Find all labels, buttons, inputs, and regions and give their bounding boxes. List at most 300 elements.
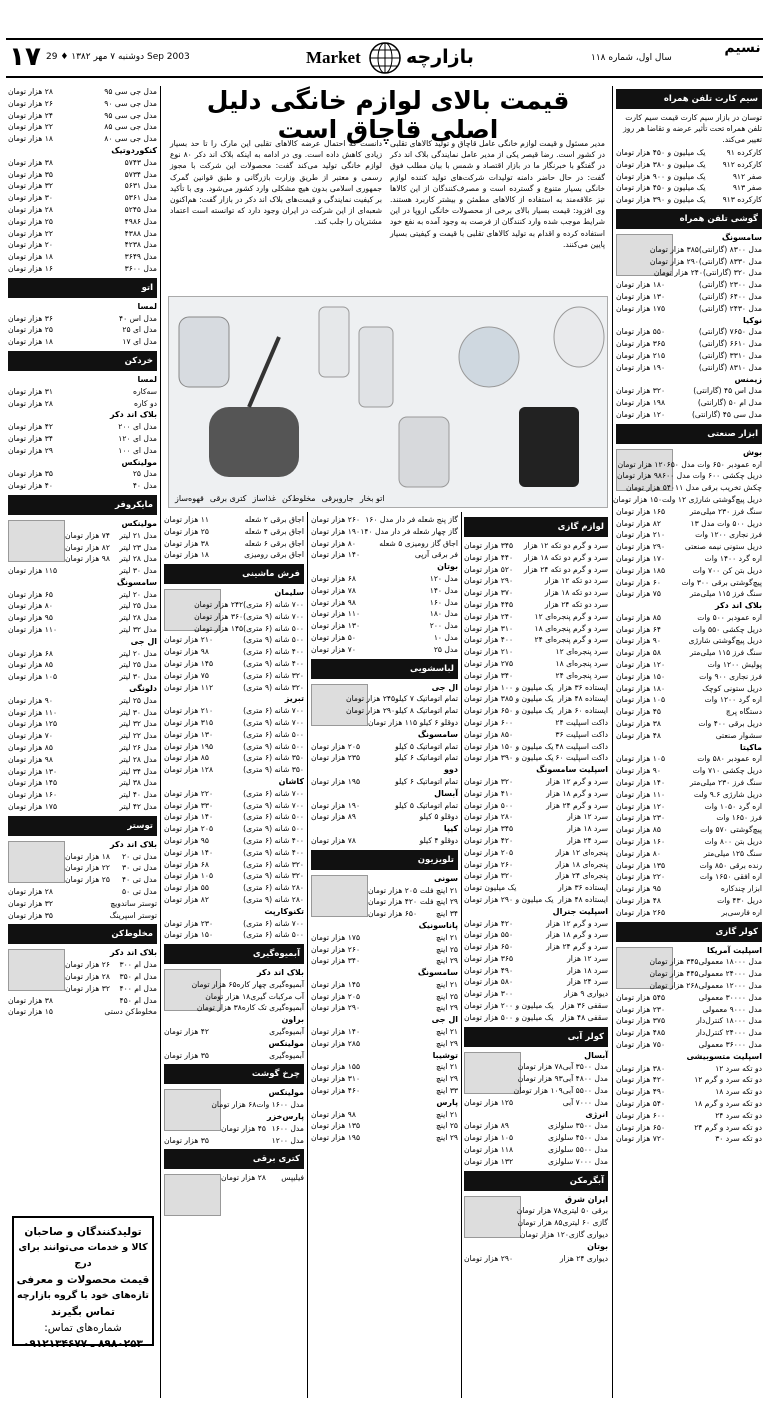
item-name: مدل ۳۰۰۰۰ معمولی [698, 992, 762, 1002]
item-name: مدل ۱۸۰۰۰ معمولی [698, 957, 762, 967]
product-image [8, 520, 65, 562]
item-name: دستگاه پرچ [725, 707, 762, 717]
price-row [464, 752, 608, 764]
item-price: ۳۱ هزار تومان [8, 386, 53, 396]
item-name: آبمیوه‌گیری [269, 1027, 304, 1037]
price-row [164, 906, 304, 918]
item-price: ۱۴۰ هزار تومان [311, 550, 361, 560]
price-row [464, 552, 608, 564]
price-row [617, 470, 762, 482]
price-row [616, 409, 762, 421]
item-price: ۳۴۵ هزار تومان [649, 957, 699, 967]
item-name: ۲۹ اینچ فلت [419, 897, 458, 907]
item-name: تمام اتوماتیک ۵ کیلو [395, 741, 458, 751]
section-header [164, 944, 304, 964]
item-name: دو تکه سرد و گرم ۲۴ [694, 1122, 762, 1132]
item-price: ۴۴۰ هزار تومان [464, 552, 514, 562]
item-name: سرد و گرم ۲۴ هزار [546, 942, 608, 952]
article-body-right: مدیر مسئول و قیمت لوازم خانگی عامل قاچاق و تولید کالاهای تقلبی در کشور است. رضا قیصر یکی از مدیر عامل نمایندگی بلاک اند دکر در گفتگو با خبرنگار ما در بازار اقتصاد و شمس با بیان مطلب فوق گفت: در حال حاضر دامنه تولیدات شرکت‌های تولید کننده لوازم خانگی بسیار متنوع و گسترده است و مصرف‌کنندگان از این کالاها نیز علاقه‌مند به استفاده از کالاهای مطمئن و بیشتر کاربرد هستند. وی افزود: قیمت بسیار بالای برخی از محصولات خانگی اروپا در این شرایط موجب شده وارد کنندگان از فرصت به وجود آمده به نفع خود استفاده کرده و اقدام به تولید کالاهای تقلبی با قیمت و کیفیتی بسیار پایین می‌کنند. [390, 139, 605, 249]
price-row [311, 741, 458, 753]
item-name: سرد و گرم ۱۸ هزار [546, 930, 608, 940]
price-row [616, 518, 762, 530]
item-price: ۲۶۰ هزار تومان [311, 944, 361, 954]
item-name: مدل ۲۴۰۰۰ معمولی [698, 969, 762, 979]
item-name: داکت اسپلیت ۲۴ [555, 717, 608, 727]
price-row [616, 694, 762, 706]
item-price: ۲۹۰ هزار تومان [464, 576, 514, 586]
item-price: ۲۸ هزار تومان [221, 1173, 266, 1183]
item-price: ۳۴۵ هزار تومان [464, 824, 514, 834]
item-name: مدل جی سی ۹۰ [104, 98, 157, 108]
price-row [616, 742, 762, 754]
item-price: ۲۷۵ هزار تومان [464, 658, 514, 668]
article-body-left: دانست که احتمال عرضه کالاهای تقلبی این مارک را تا حد بسیار زیادی کاهش داده است. وی در ادامه به اینکه بلاک اند دکر ۸۰ نوع لوازم خانگی تولید می‌کند گفت: محصولات این شرکت با مجوز رسمی و معتبر از طریق وزارت بازرگانی و طبق قوانین گمرک جمهوری اسلامی بدون هیچ مشکلی وارد کشور می‌شود. وی با تأکید بر کیفیت نمایندگی و قیمت‌های بلاک اند دکر در بازار گفت: هم‌اکنون شعبه‌ای از این شرکت در ایران وجود دارد که توانسته است اعتماد مشتریان را جلب کند. [170, 139, 382, 227]
price-row [8, 995, 157, 1007]
price-row [164, 1014, 304, 1026]
item-name: تمام اتوماتیک ۷ کیلو [395, 694, 458, 704]
price-row [194, 611, 304, 623]
item-name: ۲۹ اینچ [435, 1038, 458, 1048]
item-name: مدل ۵۷۳۴ [124, 169, 157, 179]
item-name: مدل تی ۴۰ [121, 875, 157, 885]
price-row [464, 882, 608, 894]
price-row [211, 1099, 304, 1111]
item-price: ۲۳۰ هزار تومان [616, 813, 666, 823]
item-name: سنگ فرز ۲۳۰ میلی‌متر [689, 778, 762, 788]
price-row [616, 753, 762, 765]
ad-phone: ۸۹۸۰۲۵۳ ـ ۰۹۱۲۱۳۴۶۷۷ [23, 1338, 143, 1350]
item-price: ۲۹۰ هزار تومان [346, 706, 396, 716]
item-name: مدل تی ۵۰ [121, 887, 157, 897]
item-name: مدل ۵۶۳۱ [124, 181, 157, 191]
item-name: فیلیپس [281, 1173, 304, 1183]
item-name: اره گرد ۱۲۰۰ وات [704, 695, 762, 705]
price-row [616, 836, 762, 848]
item-name: پولیش ۱۲۰۰ وات [707, 660, 762, 670]
item-name: ۳۲۰ شانه (۶ متری) [243, 859, 304, 869]
item-name: ۷۰۰ شانه (۶ متری) [243, 599, 304, 609]
item-name: سرد و گرم دو تکه ۲۴ هزار [523, 564, 608, 574]
item-name: سرد و گرم ۱۸ هزار [546, 788, 608, 798]
item-name: ال جی [130, 636, 157, 646]
item-price: ۱۸۵ هزار تومان [616, 565, 666, 575]
price-row [8, 577, 157, 589]
item-name: ۵۰۰ شانه (۹ متری) [243, 635, 304, 645]
price-row [368, 682, 458, 694]
price-row [616, 848, 762, 860]
item-name: براون [281, 1015, 304, 1025]
item-name: ۴۰۰ شانه (۶ متری) [243, 647, 304, 657]
price-row [8, 251, 157, 263]
ad-line: تازه‌های خود با گروه بازارچه [17, 1290, 149, 1301]
price-row [8, 409, 157, 421]
item-price: ۱۰۵ هزار تومان [464, 1133, 514, 1143]
price-row [464, 800, 608, 812]
price-row [464, 611, 608, 623]
item-name: سقفی ۴۸ هزار [560, 1012, 608, 1022]
price-row [164, 894, 304, 906]
item-price: ۱۲۰ هزار تومان [519, 1230, 569, 1240]
item-name: فرز ۱۶۵۰ وات [716, 813, 762, 823]
price-row [616, 647, 762, 659]
item-price: ۴۵ هزار تومان [221, 1123, 266, 1133]
item-price: ۲۰۵ هزار تومان [311, 991, 361, 1001]
price-row [616, 659, 762, 671]
item-name: سنگ فرز ۱۱۵ میلی‌متر [689, 648, 762, 658]
item-price: ۱۸ هزار تومان [8, 337, 53, 347]
item-name: مدل ۲۵ لیتر [119, 660, 157, 670]
item-price: ۵۵۰ هزار تومان [616, 327, 666, 337]
price-row [617, 459, 762, 471]
price-row [616, 612, 762, 624]
price-row [311, 835, 458, 847]
price-row [8, 133, 157, 145]
item-price: ۲۲۰ هزار تومان [616, 872, 666, 882]
item-name: فرز نجاری ۹۰۰ وات [699, 671, 762, 681]
item-name: ۲۱ اینچ فلت [419, 885, 458, 895]
column-divider [160, 86, 161, 1398]
item-price: ۱۶۵ هزار تومان [616, 506, 666, 516]
item-name: سرد دو تکه ۲۴ هزار [544, 599, 608, 609]
item-name: ۲۵ اینچ [435, 944, 458, 954]
price-row [311, 1002, 458, 1014]
item-price: ۲۸۰ هزار تومان [464, 812, 514, 822]
item-name: مدل ۲۶ لیتر [119, 743, 157, 753]
item-name: ایستاده ۴۸ هزار [558, 894, 608, 904]
item-name: مدل ۱۶۰۰ [271, 1123, 304, 1133]
price-row [616, 194, 762, 206]
price-row [673, 447, 762, 459]
item-price: ۵۵۰ هزار تومان [464, 930, 514, 940]
item-name: اره عمودبر ۵۸۰ وات [697, 754, 762, 764]
item-name: مدل ۲۱ لیتر [119, 530, 157, 540]
item-price: ۲۳۵ هزار تومان [311, 753, 361, 763]
price-row [8, 110, 157, 122]
item-name: دریل بتن کن ۷۰۰ وات [692, 565, 762, 575]
price-row [8, 98, 157, 110]
price-row [164, 870, 304, 882]
item-name: مدل ۴۳۸۸ [124, 228, 157, 238]
issue-date: دوشنبه ۷ مهر ۱۳۸۲ ♦ 29 Sep 2003 [46, 52, 190, 62]
item-price: ۶۰۰ هزار تومان [616, 1110, 666, 1120]
price-row [464, 658, 608, 670]
price-row [311, 526, 458, 538]
price-row [164, 1038, 304, 1050]
item-price: ۴۵ هزار تومان [616, 707, 661, 717]
price-row [311, 764, 458, 776]
price-row [8, 707, 157, 719]
price-row [8, 157, 157, 169]
item-price: ۱۰۹ هزار تومان [513, 1086, 563, 1096]
item-price: ۷۰ هزار تومان [8, 731, 53, 741]
item-name: مدل ۶۶۱۰ (گارانتی) [698, 339, 762, 349]
item-price: یک میلیون و ۶۵۰ هزار تومان [464, 706, 554, 716]
price-row [616, 385, 762, 397]
price-row [616, 553, 762, 565]
item-name: سرد ۱۸ هزار [567, 824, 608, 834]
item-name: مدل ام ۴۵۰ [119, 995, 157, 1005]
item-price: ۲۵ هزار تومان [164, 526, 209, 536]
item-price: ۳۷۵ هزار تومان [616, 1016, 666, 1026]
price-row [8, 789, 157, 801]
price-row [464, 1109, 608, 1121]
item-name: اره عمودبر ۵۰۰ وات [697, 612, 762, 622]
item-name: ۲۹ اینچ [435, 1003, 458, 1013]
price-row [464, 1120, 608, 1132]
item-name: مدل ۱۰ [433, 632, 458, 642]
item-price: ۲۲ هزار تومان [65, 863, 110, 873]
price-row [311, 561, 458, 573]
price-row [164, 705, 304, 717]
price-row [464, 929, 608, 941]
item-name: ال جی [431, 682, 458, 692]
item-price: ۸۵ هزار تومان [517, 1218, 563, 1228]
price-row [346, 705, 458, 717]
price-row [464, 646, 608, 658]
price-row [521, 1194, 608, 1206]
section-title: خردکن [124, 355, 153, 366]
price-row [616, 291, 762, 303]
item-price: ۶۵ هزار تومان [191, 979, 237, 989]
column-5 [8, 86, 157, 1212]
item-price: ۸۵ هزار تومان [8, 660, 53, 670]
item-price: ۱۳۰ هزار تومان [8, 766, 58, 776]
item-name: سشوار صنعتی [715, 730, 762, 740]
item-price: ۱۴۵ هزار تومان [8, 778, 58, 788]
item-name: دریل بتن ۸۰۰ وات [704, 837, 762, 847]
item-price: ۱۳۰ هزار تومان [311, 621, 361, 631]
item-price: ۱۹۰ هزار تومان [311, 800, 361, 810]
item-name: مدل ۲۴۰۰۰ کنترل‌دار [696, 1028, 762, 1038]
price-row [164, 1135, 304, 1147]
item-price: یک میلیون و ۱۵۰ هزار تومان [464, 741, 554, 751]
price-row [311, 573, 458, 585]
item-price: ۲۲ هزار تومان [8, 228, 53, 238]
item-price: ۱۳۰ هزار تومان [164, 729, 214, 739]
price-row [164, 918, 304, 930]
item-name: دریل ۴۳۰ وات [717, 896, 762, 906]
item-price: ۱۶۰ هزار تومان [8, 790, 58, 800]
price-row [464, 705, 608, 717]
item-name: سرد ۲۴ هزار [567, 977, 608, 987]
item-price: ۱۹۵ هزار تومان [164, 741, 214, 751]
item-price: ۶۵ هزار تومان [8, 589, 53, 599]
item-name: مدل ای ۱۲۰ [118, 433, 157, 443]
item-name: ۵۰۰ شانه (۹ متری) [243, 741, 304, 751]
item-price: ۳۸ هزار تومان [8, 995, 53, 1005]
price-row [464, 717, 608, 729]
item-name: مدل ای ۲۵ [122, 325, 157, 335]
item-name: کارکرده ۹۱۳ [722, 195, 762, 205]
item-name: مدل ۵۷۴۳ [124, 157, 157, 167]
item-price: ۱۱۰ هزار تومان [311, 609, 361, 619]
price-row [311, 632, 458, 644]
item-name: اره افقی ۱۶۵۰ وات [699, 872, 762, 882]
price-row [311, 955, 458, 967]
item-name: ۲۱ اینچ [435, 1027, 458, 1037]
item-name: مدل ۳۴ لیتر [119, 766, 157, 776]
item-price: ۳۵ هزار تومان [8, 469, 53, 479]
item-price: ۴۲ هزار تومان [8, 422, 53, 432]
item-price: ۸۲ هزار تومان [65, 542, 110, 552]
price-row [311, 979, 458, 991]
item-price: ۳۵ هزار تومان [164, 1135, 209, 1145]
price-row [8, 589, 157, 601]
item-name: کاشان [278, 776, 304, 786]
price-row [311, 1109, 458, 1121]
price-row [164, 823, 304, 835]
item-price: ۹۸ هزار تومان [8, 754, 53, 764]
price-row [65, 983, 157, 995]
item-name: ایستاده ۶۰ هزار [558, 706, 608, 716]
item-name: مدل ۲۸ لیتر [119, 754, 157, 764]
item-name: بوتان [437, 562, 458, 572]
column-1 [612, 86, 762, 1398]
item-price: ۱۴۵ هزار تومان [311, 979, 361, 989]
page-header [6, 38, 763, 78]
price-row [616, 730, 762, 742]
item-name: سرد ۱۲ هزار [567, 953, 608, 963]
price-row [8, 192, 157, 204]
price-row [8, 898, 157, 910]
price-row [464, 540, 608, 552]
item-price: یک میلیون و ۳۸۵ هزار تومان [464, 694, 554, 704]
price-row [464, 575, 608, 587]
item-price: ۵۴۵ هزار تومان [616, 992, 666, 1002]
item-price: یک میلیون و ۵۰۰ هزار تومان [464, 1012, 554, 1022]
price-row [311, 920, 458, 932]
item-price: ۳۶۵ هزار تومان [616, 339, 666, 349]
price-row [164, 682, 304, 694]
item-name: پیچ‌گوشتی ۵۷۰ وات [700, 825, 762, 835]
price-row [8, 480, 157, 492]
item-name: ال جی [431, 1015, 458, 1025]
item-name: پیچ‌گوشتی برقی ۳۰۰ وات [681, 577, 762, 587]
item-name: مولینکس [121, 457, 157, 467]
price-row [649, 956, 762, 968]
price-row [616, 1015, 762, 1027]
item-name: دریل ستونی نیمه صنعتی [684, 542, 762, 552]
item-price: ۱۵۰ هزار تومان [612, 494, 663, 504]
price-row [616, 506, 762, 518]
item-name: سرد ۱۲ هزار [567, 812, 608, 822]
price-row [464, 623, 608, 635]
item-price: ۹۸ هزار تومان [311, 1109, 356, 1119]
price-row [194, 623, 304, 635]
item-price: ۶۵۰ هزار تومان [616, 1122, 666, 1132]
item-price: ۴۱۰ هزار تومان [464, 788, 514, 798]
price-row [164, 549, 304, 561]
price-row [464, 811, 608, 823]
section-title: کتری برقی [252, 1154, 300, 1165]
item-price: ۸۵ هزار تومان [164, 753, 209, 763]
item-price: ۷۸ هزار تومان [311, 585, 356, 595]
item-price: یک میلیون و ۱۰۰ هزار تومان [464, 682, 554, 692]
item-price: ۲۸ هزار تومان [8, 887, 53, 897]
photo-item-label: اتو بخار [359, 494, 385, 503]
item-name: ۷۰۰ شانه (۹ متری) [243, 611, 304, 621]
item-name: مدل ۳۶۰۰ [124, 263, 157, 273]
item-name: بلاک اند دکر [715, 601, 762, 611]
price-row [311, 1132, 458, 1144]
section-header [616, 89, 762, 109]
price-row [616, 1110, 762, 1122]
section-header [616, 424, 762, 444]
item-price: ۹۳ هزار تومان [517, 1074, 563, 1084]
item-price: ۱۰۵ هزار تومان [164, 871, 214, 881]
item-price: ۴۸۵ هزار تومان [616, 1028, 666, 1038]
item-name: ۲۸۰ شانه (۹ متری) [243, 894, 304, 904]
price-row [8, 648, 157, 660]
item-price: ۱۷۰ هزار تومان [616, 553, 666, 563]
issue-number: سال اول، شماره ۱۱۸ [591, 53, 672, 63]
item-name: سرد و گرم ۱۲ هزار [546, 918, 608, 928]
item-price: ۱۲۵ هزار تومان [464, 1097, 514, 1107]
price-row [616, 624, 762, 636]
photo-item-label: کتری برقی [209, 494, 247, 503]
price-row [464, 976, 608, 988]
item-name: ۷۰۰ شانه (۹ متری) [243, 800, 304, 810]
price-row [65, 862, 157, 874]
item-price: ۶۰۰ هزار تومان [464, 717, 514, 727]
item-name: دو تکه سرد و گرم ۱۸ [694, 1098, 762, 1108]
price-row [616, 588, 762, 600]
item-price: ۱۸ هزار تومان [8, 134, 53, 144]
item-price: ۱۷۵ هزار تومان [8, 802, 58, 812]
price-row [65, 553, 157, 565]
item-name: مدل ۸۳۱۰ (گارانتی) [698, 362, 762, 372]
price-row [464, 599, 608, 611]
item-price: ۱۲۰ هزار تومان [616, 660, 666, 670]
price-row [8, 910, 157, 922]
item-price: ۲۲۰ هزار تومان [164, 788, 214, 798]
price-row [464, 1097, 608, 1109]
price-row [65, 851, 157, 863]
item-name: دریل چکشی ۷۱۰ وات [692, 766, 762, 776]
price-row [464, 764, 608, 776]
column-divider [612, 86, 613, 1398]
item-price: ۱۹۰ هزار تومان [311, 526, 361, 536]
price-row [616, 883, 762, 895]
item-price: ۱۴۵ هزار تومان [194, 623, 244, 633]
price-row [464, 835, 608, 847]
item-price: ۲۵ هزار تومان [8, 325, 53, 335]
item-name: ۳۳ اینچ [435, 1086, 458, 1096]
item-price: ۷۸ هزار تومان [516, 1206, 562, 1216]
column-3 [311, 514, 458, 1398]
item-name: دریل پیچ‌گوشتی شارژی ۱۲ ولت [662, 494, 762, 504]
price-row [311, 788, 458, 800]
price-row [616, 529, 762, 541]
item-price: ۲۴ هزار تومان [8, 110, 53, 120]
price-row [8, 671, 157, 683]
price-row [464, 1156, 608, 1168]
price-row [616, 895, 762, 907]
item-price: ۱۵۰ هزار تومان [616, 671, 666, 681]
price-row [164, 859, 304, 871]
item-name: ۲۹ اینچ [435, 1133, 458, 1143]
item-price: یک میلیون و ۲۰۰ هزار تومان [464, 1001, 554, 1011]
price-row [164, 514, 304, 526]
item-price: ۱۵۵ هزار تومان [311, 1062, 361, 1072]
item-name: پنجره‌ای ۲۴ هزار [555, 871, 608, 881]
item-name: سونی [434, 873, 458, 883]
price-row [616, 541, 762, 553]
photo-item-labels [175, 494, 385, 503]
item-price: ۲۳۰ هزار تومان [164, 918, 214, 928]
price-row [616, 824, 762, 836]
item-name: ایستاده ۴۸ هزار [558, 694, 608, 704]
